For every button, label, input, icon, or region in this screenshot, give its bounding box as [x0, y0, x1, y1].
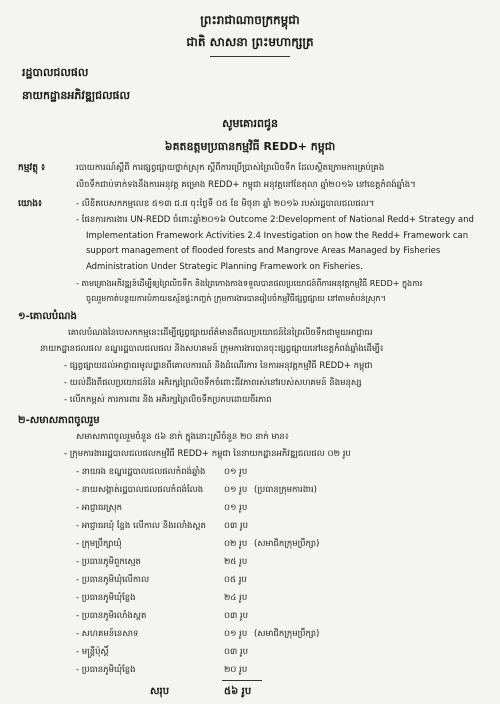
section-2-intro: សមាសភាពចូលរួមចំនួន ៥៦ នាក់ ក្នុងនោះស្រីចំនួន ២០ នាក់ មាន៖	[76, 432, 289, 442]
reference-line-6: - តាមគ្រោងអភិវឌ្ឍន៍ដើម្បីឲ្យព្រៃលិចទឹក និងព្រៃកោងកាងទទួលបានផលប្រយោជន៍ពីការអនុវត្តកម្មវិធី REDD+ ក្នុងការ	[76, 279, 423, 288]
section-1-intro-1: គោលបំណងនៃបេសកកម្មនេះដើម្បីផ្សព្វផ្សាយព័ត៌មានពីផលប្រយោជន៍នៃព្រៃលិចទឹកជាមួយអាជ្ញាធរ	[68, 328, 373, 338]
participant-row	[76, 647, 456, 660]
participant-count: ០៣ រូប	[224, 647, 249, 657]
participant-label: - ក្រុមប្រឹក្សាឃុំ	[76, 539, 122, 549]
participant-count: ២៤ រូប	[224, 593, 248, 603]
participant-note: (ប្រធានក្រុមការងារ)	[254, 485, 317, 495]
department-name: នាយកដ្ឋានអភិវឌ្ឍជលផល	[22, 89, 131, 102]
participant-label: - ប្រធានភូមិរលាំងស្ពត	[76, 611, 147, 621]
total-value: ៥៦ រូប	[224, 686, 252, 697]
participant-count: ០៣ រូប	[224, 521, 249, 531]
total-divider	[222, 680, 262, 681]
participant-row	[76, 467, 456, 480]
participant-count: ០១ រូប	[224, 629, 248, 639]
reference-line-1: - លិខិតបេសកកម្មលេខ ៥១៣ ជ.ផ ចុះថ្ងៃទី ០៥ ខែ មិថុនា ឆ្នាំ ២០១៦ របស់រដ្ឋបាលជលផល។	[76, 199, 375, 209]
participant-count: ០២ រូប	[224, 539, 248, 549]
participant-label: - សហគមន៍នេសាទ	[76, 629, 139, 639]
reference-line-5: Administration Under Strategic Planning Framework on Fisheries.	[86, 262, 363, 272]
kingdom-heading: ព្រះរាជាណាចក្រកម្ពុជា	[200, 13, 300, 27]
total-label: សរុប	[150, 686, 170, 697]
ministry-name: រដ្ឋបាលជលផល	[22, 66, 89, 79]
section-1-heading: ១-គោលបំណង	[18, 311, 77, 322]
participant-label: - ប្រធានភូមិឃុំខ្លែង	[76, 593, 136, 603]
motto-heading: ជាតិ សាសនា ព្រះមហាក្សត្រ	[186, 35, 314, 49]
participant-team-line: - ក្រុមការងាររដ្ឋបាលជលផលកម្មវិធី REDD+ កម្ពុជា នៃនាយកដ្ឋានអភិវឌ្ឍជលផល ០២ រូប	[64, 449, 351, 459]
participant-count: ២៥ រូប	[224, 557, 248, 567]
salutation: សូមគោរពជូន	[222, 117, 278, 130]
participant-count: ០១ រូប	[224, 503, 248, 513]
participant-row	[76, 521, 456, 534]
participant-label: - អាជ្ញាធរស្រុក	[76, 503, 123, 513]
reference-line-2: - ផែនការការងារ UN-REDD ចំពោះឆ្នាំ២០១៦ Outcome 2:Development of National Redd+ Strategy and	[76, 215, 474, 225]
subject-line-1: របាយការណ៍ស្តីពី ការផ្សព្វផ្សាយថ្នាក់ស្រុក ស្តីពីការប្រើប្រាស់ព្រៃលិចទឹក ដែលស្ថិតក្រោមការគ្រប់គ្រង	[76, 163, 385, 173]
reference-label: យោង៖	[18, 199, 42, 209]
motto-divider	[210, 56, 290, 57]
participant-row	[76, 485, 456, 498]
participant-row	[76, 611, 456, 624]
reference-line-7: ចូលរួមកាត់បន្ថយការបំភាយឧស្ម័នផ្ទះកញ្ចក់ ក្រុមការងារបានរៀបចំកម្មវិធីផ្សព្វផ្សាយ នៅតាមតំបន់ស្រុក។	[86, 294, 386, 303]
participant-label: - ប្រធានភូមិពួកស្មេត	[76, 557, 141, 567]
participant-count: ០១ រូប	[224, 485, 248, 495]
participant-label: - នាយសង្កាត់រដ្ឋបាលជលផលកំពង់លែង	[76, 485, 204, 495]
section-1-bullet: - លើកកម្ពស់ ការការពារ និង អភិរក្សព្រៃលិចទឹកប្រកបដោយចីរភាព	[64, 395, 272, 405]
participant-label: - មន្ត្រីប៉ុស្តិ៍	[76, 647, 109, 657]
subject-label: កម្មវត្ថុ ៖	[18, 163, 46, 173]
participant-row	[76, 593, 456, 606]
participant-count: ២០ រូប	[224, 665, 248, 675]
section-1-intro-2: នាយកដ្ឋានជលផល ខណ្ឌរដ្ឋបាលជលផល និងសហគមន៍ ក្រុមការងារបានចុះផ្សព្វផ្សាយនៅខេត្តកំពង់ឆ្នាំងដើម្បី៖	[40, 344, 384, 354]
participant-count: ០៥ រូប	[224, 575, 247, 585]
section-2-heading: ២-សមាសភាពចូលរួម	[18, 415, 100, 426]
addressee: ៦គតឧត្តមប្រធានកម្មវិធី REDD+ កម្ពុជា	[164, 140, 336, 153]
participant-count: ០១ រូប	[224, 467, 248, 477]
participant-row	[76, 539, 456, 552]
subject-line-2: លិចទឹកជាប់ទាក់ទងនឹងការអនុវត្ត គម្រោង REDD+ កម្ពុជា អនុវត្តនៅខែតុលា ឆ្នាំ២០១៦ នៅខេត្តកំពង់ឆ្នាំង។	[76, 180, 416, 190]
participant-label: - ប្រធានភូមិឃុំខ្លែង	[76, 665, 136, 675]
participant-label: - ប្រធានភូមិឃុំលើកាល	[76, 575, 150, 585]
section-1-bullet: - ផ្សព្វផ្សាយដល់អាជ្ញាធរមូលដ្ឋានពីគោលការណ៍ និងដំណើរការ នៃការអនុវត្តកម្មវិធី REDD+ កម្ពុជា	[64, 361, 373, 371]
participant-note: (សមាជិកក្រុមប្រឹក្សា)	[254, 629, 320, 639]
section-1-bullet: - យល់ដឹងពីផលប្រយោជន៍នៃ អភិរក្សព្រៃលិចទឹកចំពោះជីវភាពរស់នៅរបស់សហគមន៍ និងមនុស្ស	[64, 378, 362, 388]
participant-row	[76, 575, 456, 588]
participant-count: ០៣ រូប	[224, 611, 249, 621]
reference-line-4: support management of flooded forests and Mangrove Areas Managed by Fisheries	[86, 246, 441, 256]
participant-row	[76, 665, 456, 678]
reference-line-3: Implementation Framework Activities 2.4 Investigation on how the Redd+ Framework can	[86, 231, 469, 241]
participant-label: - អាជ្ញាធរឃុំ ខ្លែង លើកាល និងរលាំងស្ពត	[76, 521, 206, 531]
participant-label: - នាយរង ខណ្ឌរដ្ឋបាលជលផលកំពង់ឆ្នាំង	[76, 467, 206, 477]
participant-note: (សមាជិកក្រុមប្រឹក្សា)	[254, 539, 320, 549]
participant-row	[76, 557, 456, 570]
participant-row	[76, 629, 456, 642]
participant-row	[76, 503, 456, 516]
